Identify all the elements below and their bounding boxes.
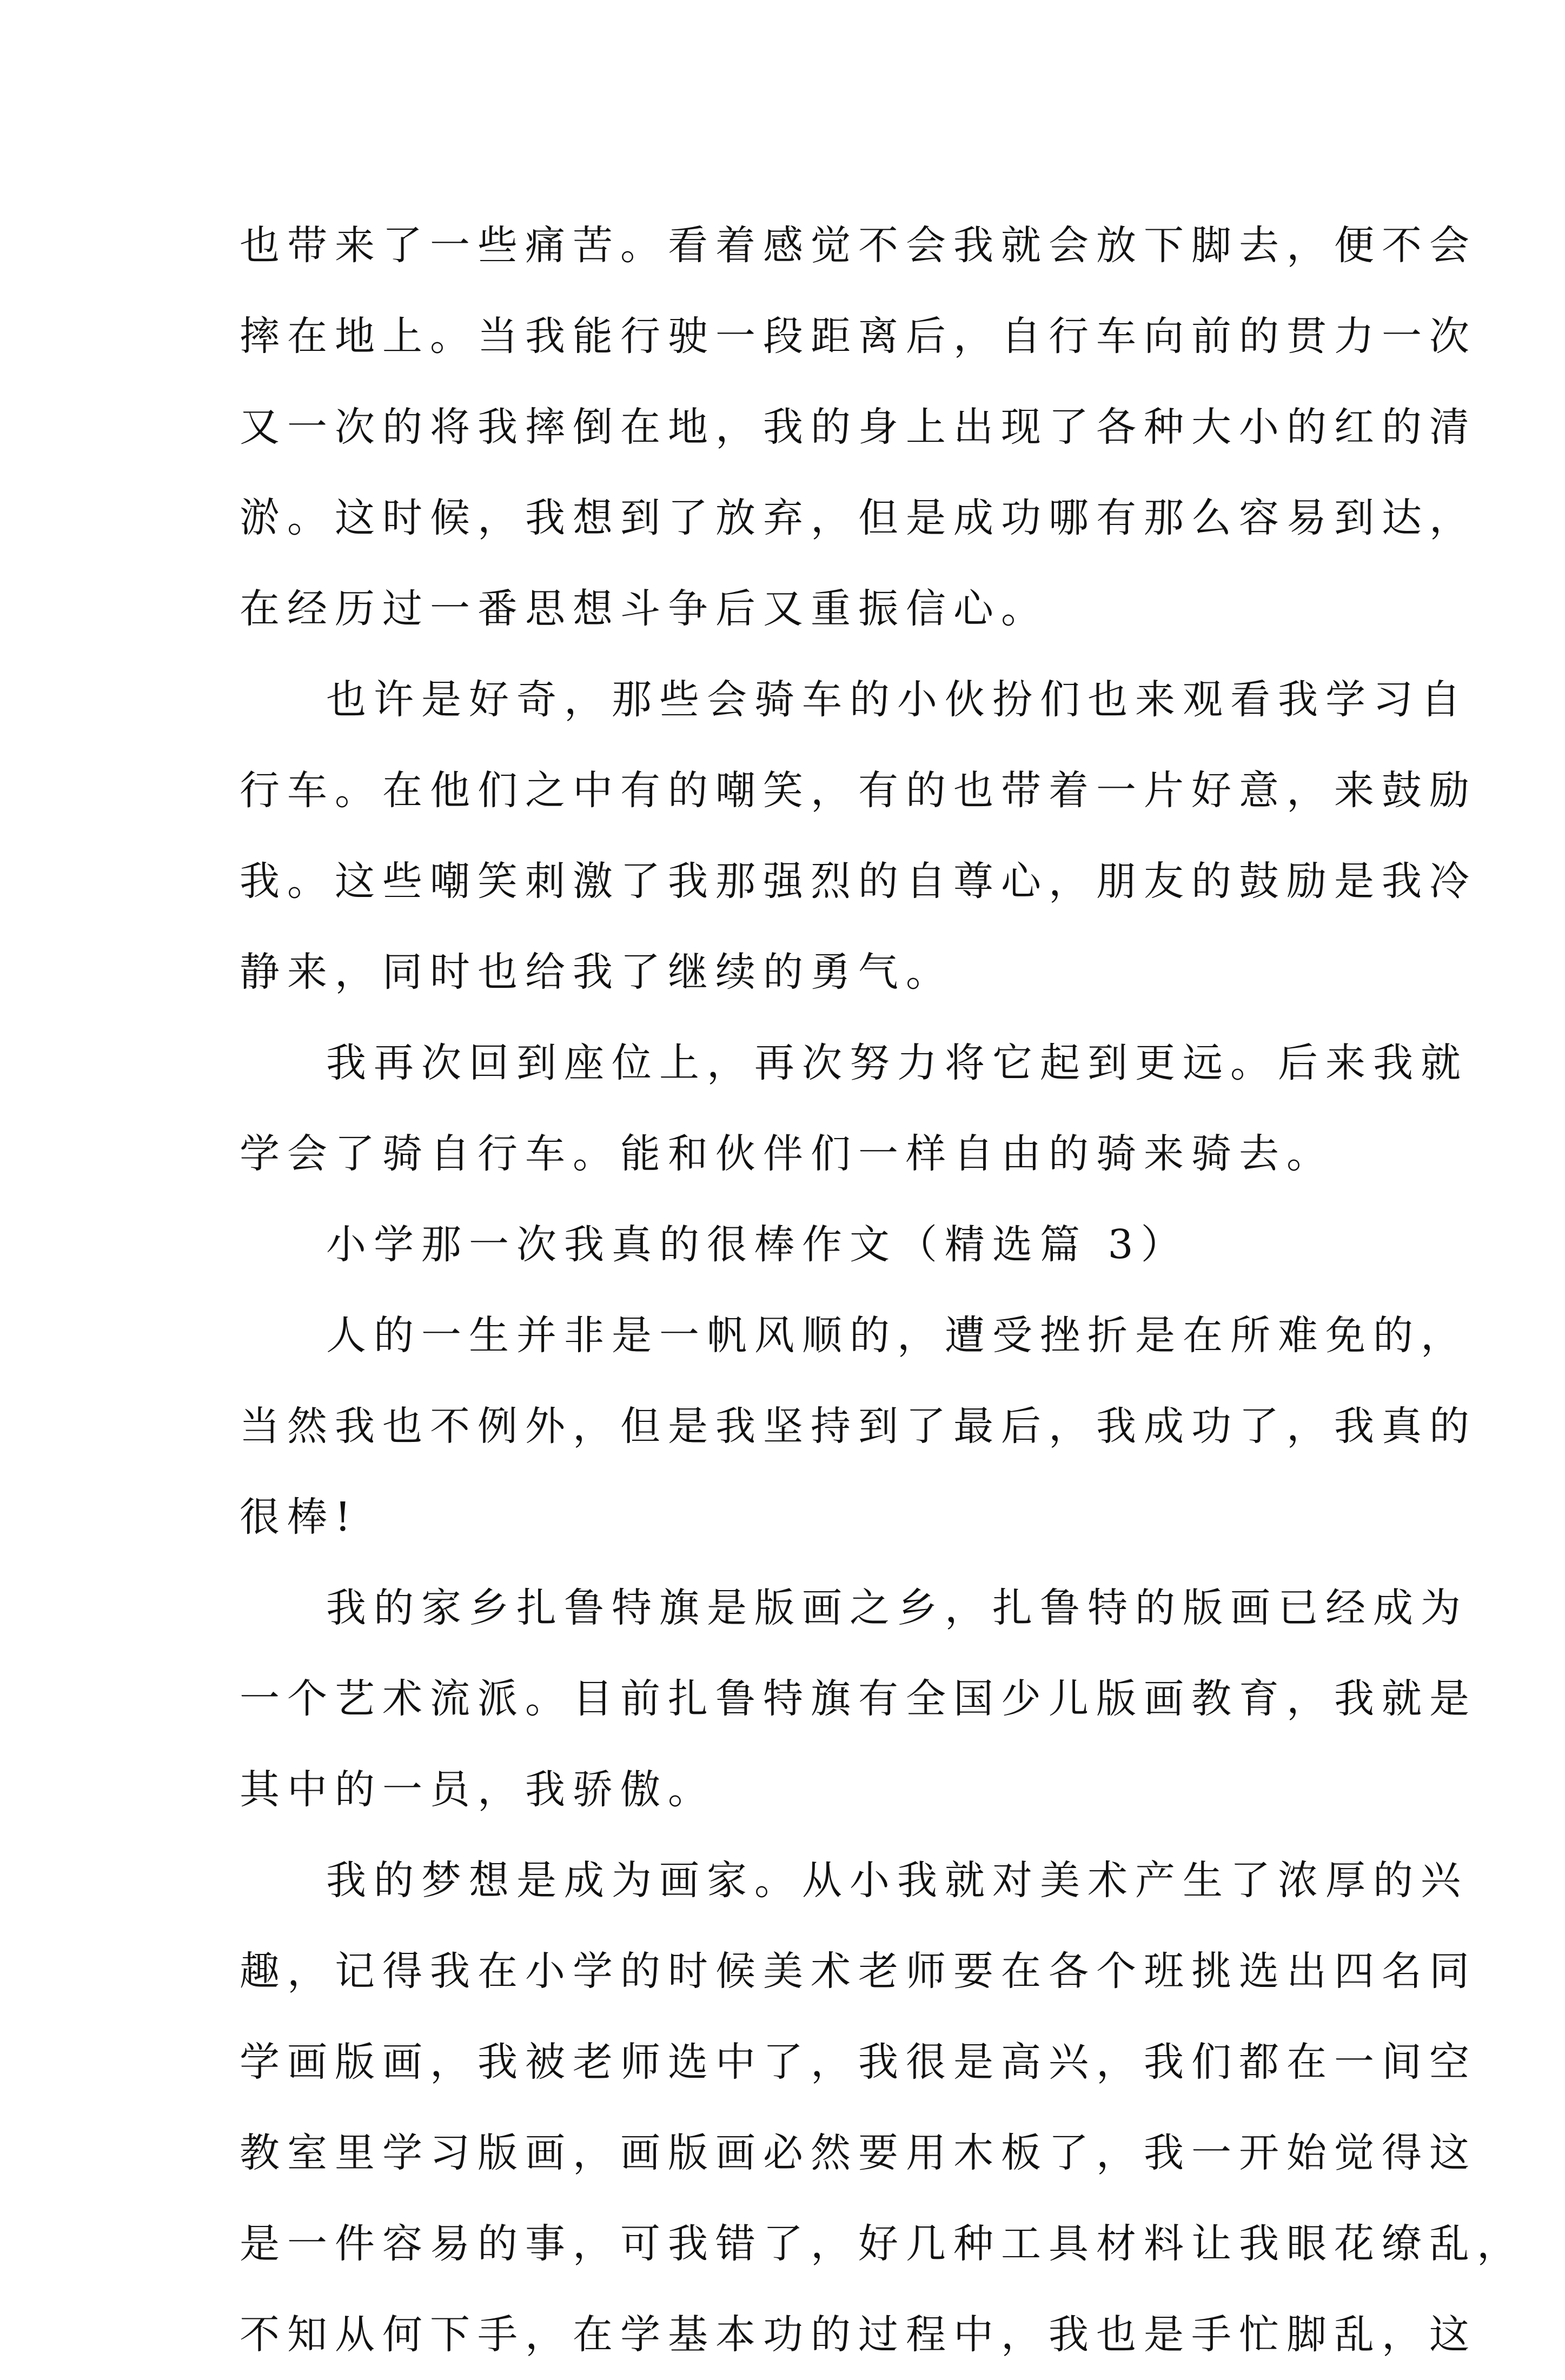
text-line: 又一次的将我摔倒在地，我的身上出现了各种大小的红的清	[240, 404, 1477, 450]
text-line: 在经历过一番思想斗争后又重振信心。	[240, 586, 1049, 632]
text-line: 行车。在他们之中有的嘲笑，有的也带着一片好意，来鼓励	[240, 767, 1477, 814]
text-line: 是一件容易的事，可我错了，好几种工具材料让我眼花缭乱，	[240, 2221, 1524, 2267]
paragraph-start-line: 也许是好奇，那些会骑车的小伙扮们也来观看我学习自	[326, 676, 1468, 723]
text-line: 教室里学习版画，画版画必然要用木板了，我一开始觉得这	[240, 2130, 1477, 2176]
text-line: 淤。这时候，我想到了放弃，但是成功哪有那么容易到达，	[240, 495, 1477, 541]
text-line: 我。这些嘲笑刺激了我那强烈的自尊心，朋友的鼓励是我冷	[240, 858, 1477, 905]
text-line: 摔在地上。当我能行驶一段距离后，自行车向前的贯力一次	[240, 313, 1477, 360]
text-line: 学会了骑自行车。能和伙伴们一样自由的骑来骑去。	[240, 1131, 1334, 1177]
paragraph-start-line: 我的家乡扎鲁特旗是版画之乡，扎鲁特的版画已经成为	[326, 1585, 1468, 1631]
paragraph-start-line: 我的梦想是成为画家。从小我就对美术产生了浓厚的兴	[326, 1857, 1468, 1904]
text-line: 很棒!	[240, 1494, 359, 1540]
text-line: 也带来了一些痛苦。看着感觉不会我就会放下脚去，便不会	[240, 222, 1477, 269]
text-line: 趣，记得我在小学的时候美术老师要在各个班挑选出四名同	[240, 1948, 1477, 1995]
text-line: 学画版画，我被老师选中了，我很是高兴，我们都在一间空	[240, 2039, 1477, 2085]
text-line: 不知从何下手，在学基本功的过程中，我也是手忙脚乱，这	[240, 2311, 1477, 2358]
paragraph-start-line: 我再次回到座位上，再次努力将它起到更远。后来我就	[326, 1040, 1468, 1086]
paragraph-start-line: 人的一生并非是一帆风顺的，遭受挫折是在所难免的，	[326, 1312, 1468, 1359]
section-heading: 小学那一次我真的很棒作文（精选篇 3）	[326, 1221, 1189, 1268]
text-line: 一个艺术流派。目前扎鲁特旗有全国少儿版画教育，我就是	[240, 1676, 1477, 1722]
text-line: 当然我也不例外，但是我坚持到了最后，我成功了，我真的	[240, 1403, 1477, 1450]
document-body	[240, 200, 1524, 2380]
text-line: 静来，同时也给我了继续的勇气。	[240, 949, 953, 995]
text-line: 其中的一员，我骄傲。	[240, 1766, 715, 1813]
